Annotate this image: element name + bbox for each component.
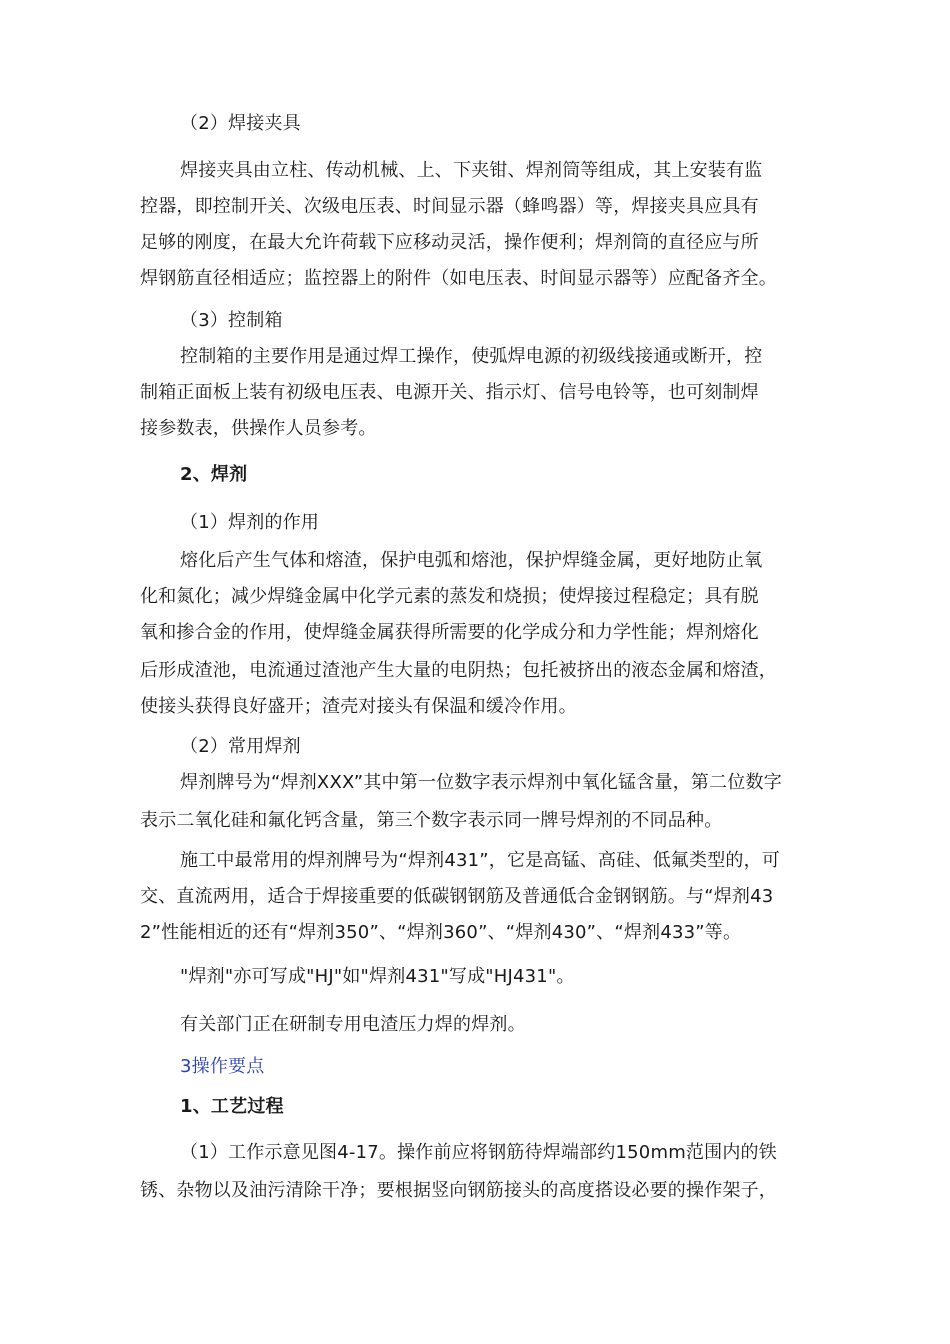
paragraph-line: 施工中最常用的焊剂牌号为“焊剂431”，它是高锰、高硅、低氟类型的，可 <box>180 850 781 871</box>
paragraph-line: 使接头获得良好盛开；渣壳对接头有保温和缓冷作用。 <box>140 696 577 717</box>
paragraph-line: 控器，即控制开关、次级电压表、时间显示器（蜂鸣器）等，焊接夹具应具有 <box>140 196 759 217</box>
paragraph-line: 控制箱的主要作用是通过焊工操作，使弧焊电源的初级线接通或断开，控 <box>180 346 763 367</box>
paragraph-line: 制箱正面板上装有初级电压表、电源开关、指示灯、信号电铃等，也可刻制焊 <box>140 382 759 403</box>
paragraph-line: 氧和掺合金的作用，使焊缝金属获得所需要的化学成分和力学性能；焊剂熔化 <box>140 622 759 643</box>
paragraph-line: 后形成渣池，电流通过渣池产生大量的电阴热；包托被挤出的液态金属和熔渣， <box>140 660 777 681</box>
paragraph-line: 交、直流两用，适合于焊接重要的低碳钢钢筋及普通低合金钢钢筋。与“焊剂43 <box>140 886 774 907</box>
paragraph-line: 焊剂牌号为“焊剂XXX”其中第一位数字表示焊剂中氧化锰含量，第二位数字 <box>180 772 782 793</box>
paragraph-line: 化和氮化；减少焊缝金属中化学元素的蒸发和烧损；使焊接过程稳定；具有脱 <box>140 586 759 607</box>
paragraph-line: 足够的刚度，在最大允许荷载下应移动灵活，操作便利；焊剂筒的直径应与所 <box>140 232 759 253</box>
paragraph-line: "焊剂"亦可写成"HJ"如"焊剂431"写成"HJ431"。 <box>180 966 575 987</box>
paragraph-line: 焊接夹具由立柱、传动机械、上、下夹钳、焊剂筒等组成，其上安装有监 <box>180 160 763 181</box>
heading-operation-points: 3操作要点 <box>180 1056 265 1077</box>
heading-control-box: （3）控制箱 <box>180 310 283 331</box>
paragraph-line: 熔化后产生气体和熔渣，保护电弧和熔池，保护焊缝金属，更好地防止氧 <box>180 550 763 571</box>
document-page <box>140 0 830 1344</box>
heading-flux-function: （1）焊剂的作用 <box>180 512 320 533</box>
heading-common-flux: （2）常用焊剂 <box>180 736 301 757</box>
heading-welding-clamp: （2）焊接夹具 <box>180 113 301 134</box>
paragraph-line: 2”性能相近的还有“焊剂350”、“焊剂360”、“焊剂430”、“焊剂433”等。 <box>140 922 742 943</box>
paragraph-line: 表示二氧化硅和氟化钙含量，第三个数字表示同一牌号焊剂的不同品种。 <box>140 810 723 831</box>
heading-process: 1、工艺过程 <box>180 1096 284 1117</box>
paragraph-line: 锈、杂物以及油污清除干净；要根据竖向钢筋接头的高度搭设必要的操作架子， <box>140 1180 777 1201</box>
paragraph-line: 接参数表，供操作人员参考。 <box>140 418 377 439</box>
paragraph-line: （1）工作示意见图4-17。操作前应将钢筋待焊端部约150mm范围内的铁 <box>180 1142 777 1163</box>
heading-flux: 2、焊剂 <box>180 464 248 485</box>
paragraph-line: 焊钢筋直径相适应；监控器上的附件（如电压表、时间显示器等）应配备齐全。 <box>140 268 777 289</box>
paragraph-line: 有关部门正在研制专用电渣压力焊的焊剂。 <box>180 1014 526 1035</box>
